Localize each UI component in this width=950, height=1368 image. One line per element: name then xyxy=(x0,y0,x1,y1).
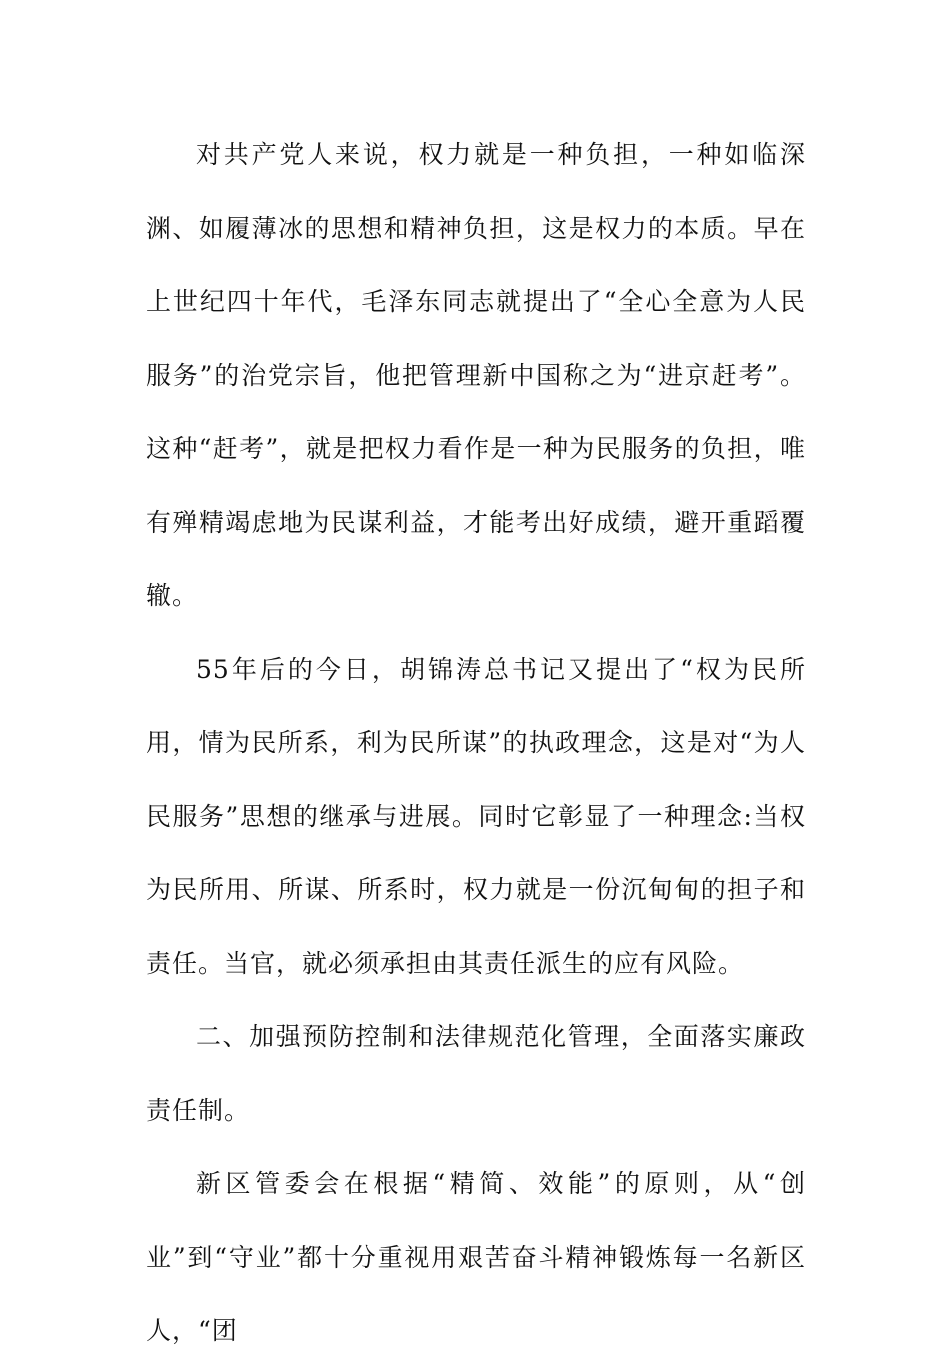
section-heading-prevention-control: 二、加强预防控制和法律规范化管理，全面落实廉政责任制。 xyxy=(146,1022,806,1125)
paragraph-governing-concept: 55年后的今日，胡锦涛总书记又提出了“权为民所用，情为民所系，利为民所谋”的执政理念，这是对“为人民服务”思想的继承与进展。同时它彰显了一种理念:当权为民所用、所谋、所系时，权力就是一份沉甸甸的担子和责任。当官，就必须承担由其责任派生的应有风险。 xyxy=(146,654,806,978)
paragraph-power-burden: 对共产党人来说，权力就是一种负担，一种如临深渊、如履薄冰的思想和精神负担，这是权力的本质。早在上世纪四十年代，毛泽东同志就提出了“全心全意为人民服务”的治党宗旨，他把管理新中国称之为“进京赶考”。这种“赶考”，就是把权力看作是一种为民服务的负担，唯有殚精竭虑地为民谋利益，才能考出好成绩，避开重蹈覆辙。 xyxy=(146,140,806,610)
document-body xyxy=(146,118,806,1368)
paragraph-new-district-committee: 新区管委会在根据“精简、效能”的原则，从“创业”到“守业”都十分重视用艰苦奋斗精神锻炼每一名新区人，“团 xyxy=(146,1169,806,1345)
